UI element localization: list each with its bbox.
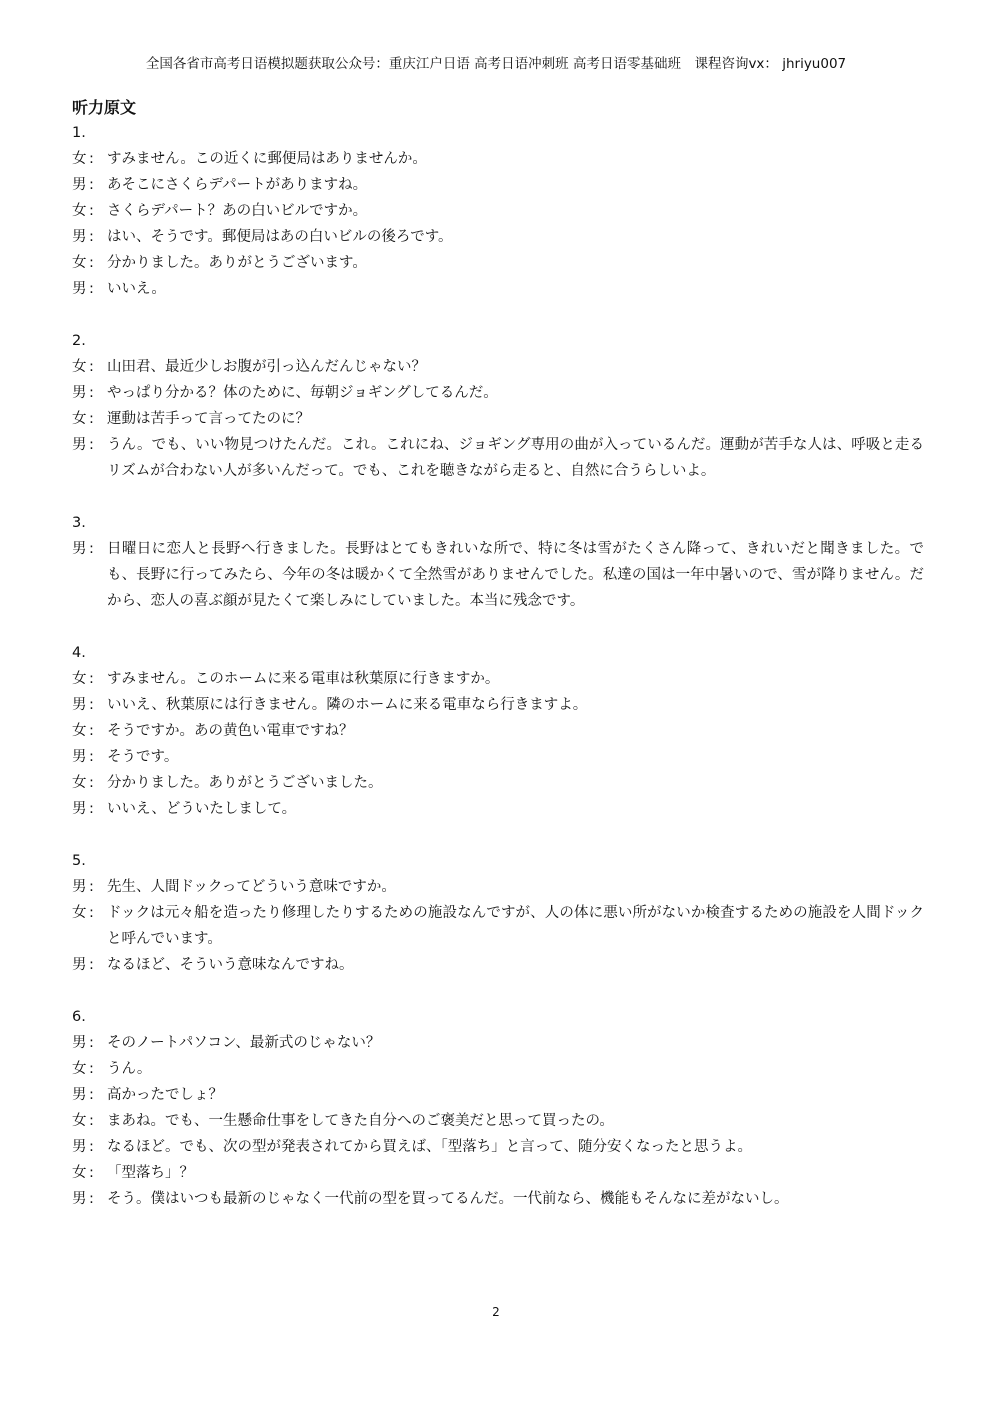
line-text: 山田君、最近少しお腹が引っ込んだんじゃない？ — [107, 359, 426, 375]
dialogue-line — [72, 874, 924, 900]
line-text: すみません。このホームに来る電車は秋葉原に行きますか。 — [107, 671, 500, 687]
line-text: あそこにさくらデパートがありますね。 — [107, 177, 368, 193]
dialogue-line — [72, 198, 924, 224]
dialogue-item — [72, 120, 924, 302]
line-text: そうですか。あの黄色い電車ですね？ — [107, 723, 354, 739]
line-text: いいえ、秋葉原には行きません。隣のホームに来る電車なら行きますよ。 — [107, 697, 588, 713]
speaker-label: 女 : — [72, 1160, 87, 1186]
dialogue-line — [72, 796, 924, 822]
dialogue-line — [72, 1134, 924, 1160]
section-title: 听力原文 — [72, 98, 137, 117]
line-text: そうです。 — [107, 749, 179, 765]
dialogue-line — [72, 744, 924, 770]
item-number: 6. — [72, 1009, 86, 1025]
speaker-label: 女 : — [72, 354, 87, 380]
line-text: なるほど。でも、次の型が発表されてから買えば、「型落ち」と言って、随分安くなったと思うよ。 — [107, 1139, 752, 1155]
speaker-label: 男 : — [72, 1134, 87, 1160]
dialogue-item — [72, 848, 924, 978]
line-text: 先生、人間ドックってどういう意味ですか。 — [107, 879, 396, 895]
line-text: そう。僕はいつも最新のじゃなく一代前の型を買ってるんだ。一代前なら、機能もそんなに差がないし。 — [107, 1191, 789, 1207]
line-text: いいえ。 — [107, 281, 166, 297]
line-text: すみません。この近くに郵便局はありませんか。 — [107, 151, 427, 167]
dialogue-item — [72, 640, 924, 822]
speaker-label: 男 : — [72, 1030, 87, 1056]
dialogue-line — [72, 718, 924, 744]
speaker-label: 男 : — [72, 276, 87, 302]
dialogue-line — [72, 952, 924, 978]
line-text: いいえ、どういたしまして。 — [107, 801, 297, 817]
speaker-label: 女 : — [72, 718, 87, 744]
line-text: うん。でも、いい物見つけたんだ。これ。これにね、ジョギング専用の曲が入っているんだ。運動が苦手な人は、呼吸と走るリズムが合わない人が多いんだって。でも、これを聴きながら走ると、自然に合うらしいよ。 — [107, 437, 924, 479]
dialogue-line — [72, 900, 924, 952]
speaker-label: 男 : — [72, 692, 87, 718]
speaker-label: 女 : — [72, 900, 87, 926]
speaker-label: 女 : — [72, 1056, 87, 1082]
item-number: 1. — [72, 125, 86, 141]
speaker-label: 男 : — [72, 432, 87, 458]
dialogue-item — [72, 328, 924, 484]
dialogue-line — [72, 432, 924, 484]
speaker-label: 女 : — [72, 250, 87, 276]
dialogue-line — [72, 250, 924, 276]
line-text: はい、そうです。郵便局はあの白いビルの後ろです。 — [107, 229, 453, 245]
speaker-label: 男 : — [72, 172, 87, 198]
speaker-label: 男 : — [72, 224, 87, 250]
dialogue-line — [72, 146, 924, 172]
speaker-label: 男 : — [72, 1186, 87, 1212]
item-number: 5. — [72, 853, 86, 869]
dialogue-line — [72, 380, 924, 406]
speaker-label: 女 : — [72, 666, 87, 692]
dialogue-line — [72, 1056, 924, 1082]
dialogue-line — [72, 276, 924, 302]
speaker-label: 男 : — [72, 380, 87, 406]
line-text: 分かりました。ありがとうございます。 — [107, 255, 367, 271]
speaker-label: 女 : — [72, 406, 87, 432]
speaker-label: 女 : — [72, 770, 87, 796]
page-header: 全国各省市高考日语模拟题获取公众号：重庆江户日语 高考日语冲刺班 高考日语零基础班 课程咨询vx： jhriyu007 — [145, 56, 847, 72]
speaker-label: 女 : — [72, 146, 87, 172]
page-number: 2 — [492, 1305, 500, 1319]
dialogue-line — [72, 1082, 924, 1108]
speaker-label: 男 : — [72, 874, 87, 900]
dialogue-line — [72, 354, 924, 380]
line-text: 高かったでしょ？ — [107, 1087, 223, 1103]
line-text: ドックは元々船を造ったり修理したりするための施設なんですが、人の体に悪い所がないか検査するための施設を人間ドックと呼んでいます。 — [107, 905, 924, 947]
dialogue-line — [72, 1186, 924, 1212]
item-number: 3. — [72, 515, 86, 531]
line-text: 分かりました。ありがとうございました。 — [107, 775, 383, 791]
speaker-label: 男 : — [72, 1082, 87, 1108]
dialogue-line — [72, 770, 924, 796]
dialogue-line — [72, 224, 924, 250]
speaker-label: 女 : — [72, 198, 87, 224]
item-number: 2. — [72, 333, 86, 349]
line-text: 「型落ち」？ — [107, 1165, 194, 1181]
dialogue-line — [72, 692, 924, 718]
line-text: 運動は苦手って言ってたのに？ — [107, 411, 310, 427]
speaker-label: 男 : — [72, 952, 87, 978]
line-text: さくらデパート？あの白いビルですか。 — [107, 203, 368, 219]
line-text: うん。 — [107, 1061, 152, 1077]
dialogue-item — [72, 1004, 924, 1212]
line-text: 日曜日に恋人と長野へ行きました。長野はとてもきれいな所で、特に冬は雪がたくさん降って、きれいだと聞きました。でも、長野に行ってみたら、今年の冬は暖かくて全然雪がありませんでした。私達の国は一年中暑いので、雪が降りません。だから、恋人の喜ぶ顔が見たくて楽しみにしていました。本当に残念です。 — [107, 541, 924, 609]
dialogue-line — [72, 666, 924, 692]
dialogue-line — [72, 406, 924, 432]
dialogue-line — [72, 172, 924, 198]
speaker-label: 男 : — [72, 744, 87, 770]
dialogue-line — [72, 1108, 924, 1134]
dialogue-line — [72, 1030, 924, 1056]
dialogue-line — [72, 1160, 924, 1186]
line-text: なるほど、そういう意味なんですね。 — [107, 957, 354, 973]
speaker-label: 男 : — [72, 796, 87, 822]
line-text: そのノートパソコン、最新式のじゃない？ — [107, 1035, 381, 1051]
dialogue-line — [72, 536, 924, 614]
speaker-label: 男 : — [72, 536, 87, 562]
document-body — [72, 96, 924, 1238]
line-text: まあね。でも、一生懸命仕事をしてきた自分へのご褒美だと思って買ったの。 — [107, 1113, 614, 1129]
item-number: 4. — [72, 645, 86, 661]
dialogue-list — [72, 120, 924, 1212]
speaker-label: 女 : — [72, 1108, 87, 1134]
dialogue-item — [72, 510, 924, 614]
line-text: やっぱり分かる？体のために、毎朝ジョギングしてるんだ。 — [107, 385, 498, 401]
